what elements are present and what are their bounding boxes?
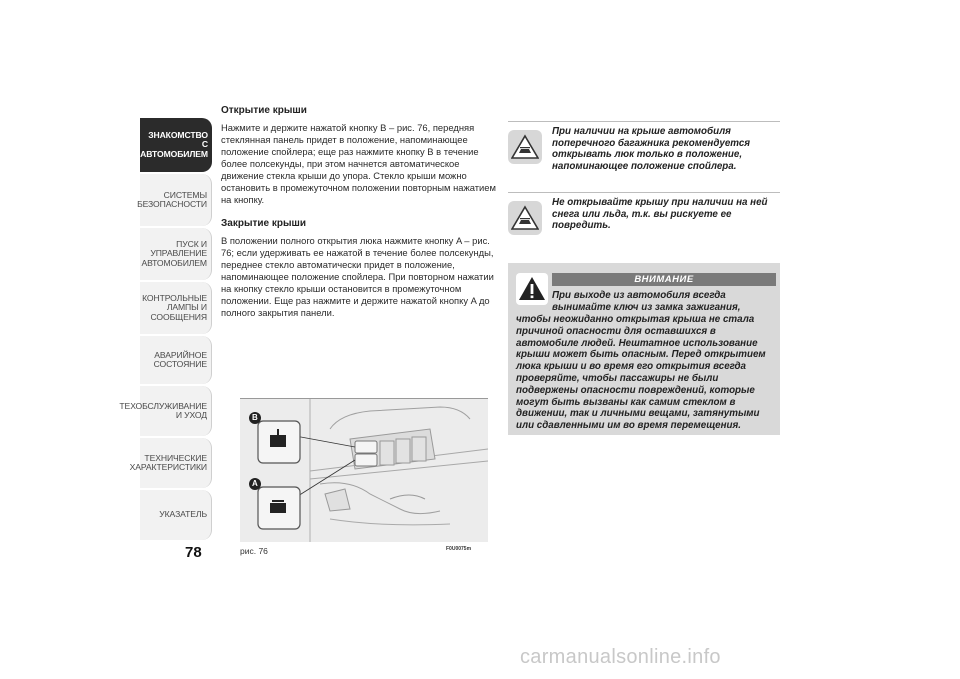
roof-rack-warning [508,121,780,174]
tab-emergency[interactable]: АВАРИЙНОЕ СОСТОЯНИЕ [140,336,212,384]
tab-technical-specs[interactable]: ТЕХНИЧЕСКИЕ ХАРАКТЕРИСТИКИ [140,438,212,488]
attention-box [508,263,780,435]
warning-text: Не открывайте крышу при наличии на ней снега или льда, т.к. вы рискуете ее повредить. [552,197,768,231]
attention-heading: ВНИМАНИЕ [552,273,776,286]
tab-safety-systems[interactable]: СИСТЕМЫ БЕЗОПАСНОСТИ [140,174,212,226]
roof-control-illustration [240,399,488,542]
page-number: 78 [185,544,202,561]
watermark: carmanualsonline.info [520,646,721,668]
figure-label-b: B [252,413,258,422]
exclamation-triangle-icon [516,273,548,305]
tab-introduction[interactable]: ЗНАКОМСТВО С АВТОМОБИЛЕМ [140,118,212,172]
tab-index[interactable]: УКАЗАТЕЛЬ [140,490,212,540]
figure-code: F0U0075m [446,546,472,552]
car-roof-warning-icon [508,201,542,235]
figure-label-a: A [252,479,258,488]
car-roof-warning-icon [508,130,542,164]
warning-text: При наличии на крыше автомобиля поперечного багажника рекомендуется открывать люк только в положение, напоминающее положение спойлера. [552,126,751,172]
section-text-opening: Нажмите и держите нажатой кнопку B – рис. 76, передняя стеклянная панель придет в положение, напоминающее положение спойлера; еще раз нажмите кнопку B в течение более полсекунды, при этом начнется автоматическое движение стекла крыши до упора. Стекло крыши можно остановить в промежуточном положении повторным нажатием на кнопку. [221,122,496,205]
tab-maintenance[interactable]: ТЕХОБСЛУЖИВАНИЕ И УХОД [140,386,212,436]
section-title-closing: Закрытие крыши [221,218,306,229]
tab-warning-lights[interactable]: КОНТРОЛЬНЫЕ ЛАМПЫ И СООБЩЕНИЯ [140,282,212,334]
section-text-closing: В положении полного открытия люка нажмите кнопку A – рис. 76; если удерживать ее нажатой в течение более полсекунды, переднее стекло автоматически придет в положение, напоминающее положение спойлера. При повторном нажатии на кнопку стекло крыши остановится в промежуточном положении. Еще раз нажмите и держите нажатой кнопку A до полного закрытия панели. [221,235,494,318]
tab-starting-driving[interactable]: ПУСК И УПРАВЛЕНИЕ АВТОМОБИЛЕМ [140,228,212,280]
snow-ice-warning [508,192,780,239]
attention-text-rest: чтобы неожиданно открытая крыша не стала причиной опасности для оставшихся в автомобиле людей. Нештатное использование крыши может быть опасным. Перед открытием люка крыши и во время его открытия всегда проверяйте, чтобы пассажиры не были подвержены опасности повреждений, которые могут быть вызваны как самим стеклом в движении, так и личными вещами, затянутыми или сдавленными им во время перемещения. [516,314,766,432]
figure-roof-buttons [240,398,488,542]
attention-text-first: При выходе из автомобиля всегда вынимайте ключ из замка зажигания, [552,290,741,313]
section-title-opening: Открытие крыши [221,105,307,116]
figure-caption: рис. 76 [240,546,268,556]
main-column [221,105,497,331]
